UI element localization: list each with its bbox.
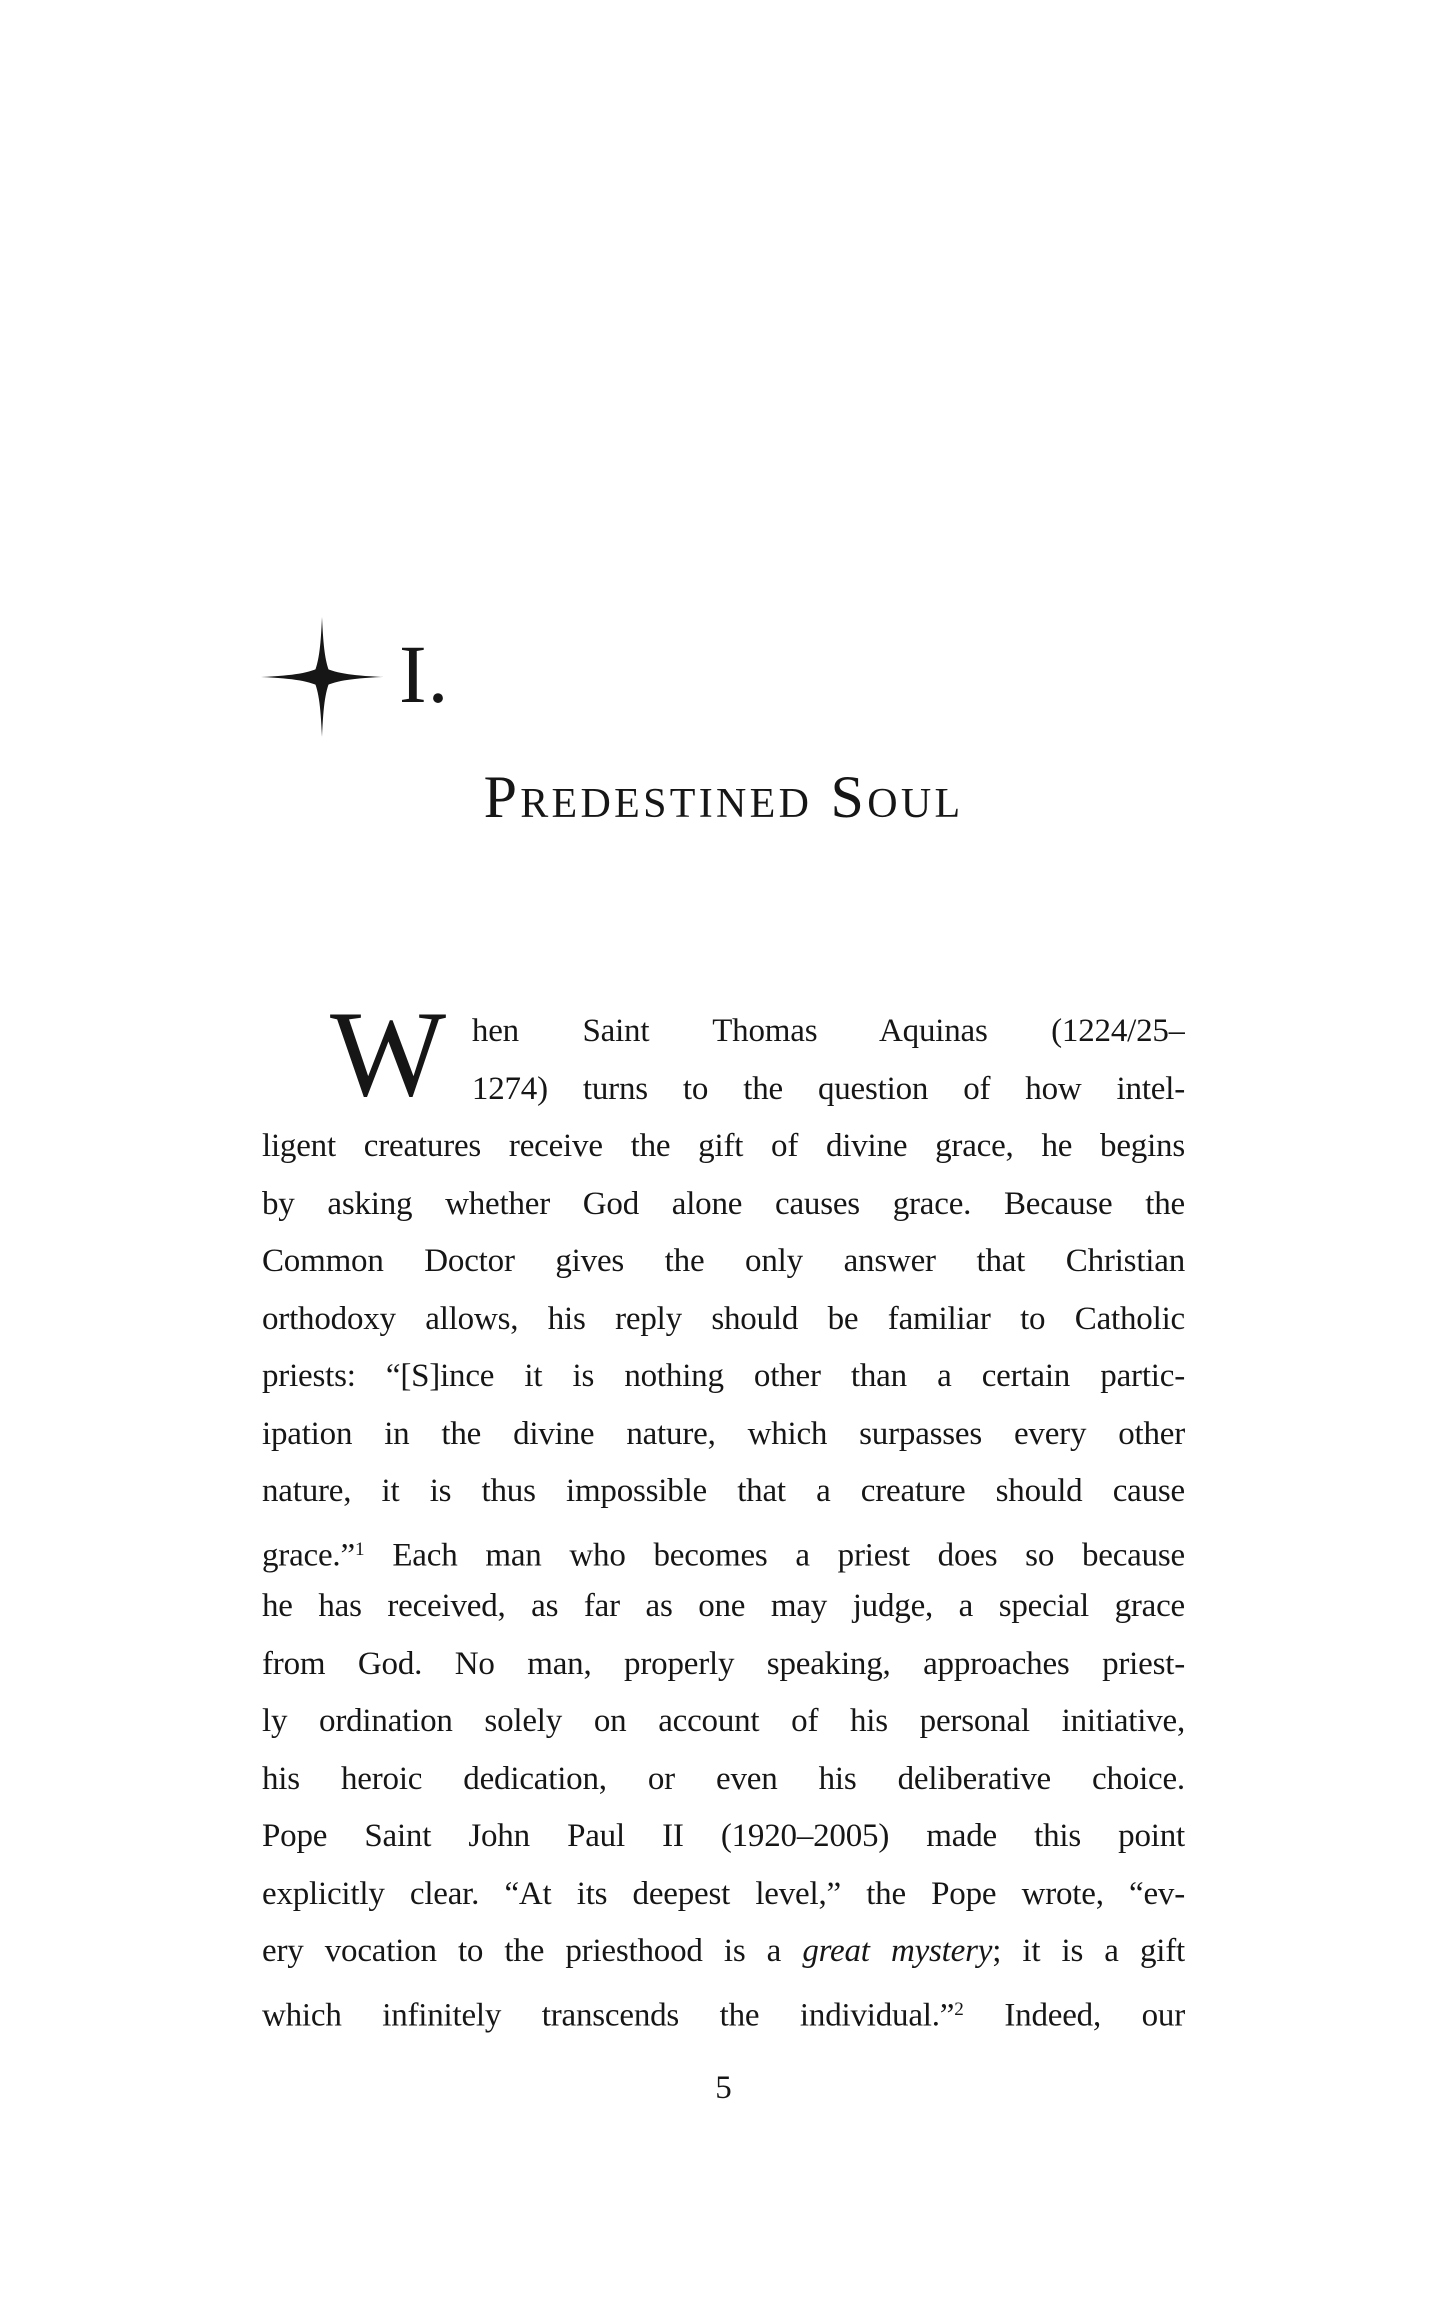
page-number: 5 [715,2070,732,2106]
body-paragraph [262,985,1185,2038]
body-line: Pope Saint John Paul II (1920–2005) made this point [262,1818,1185,1854]
body-line: grace.”$^1$ Each man who becomes a priest does so because [262,1537,1185,1574]
body-line: his heroic dedication, or even his deliberative choice. [262,1760,1185,1797]
body-line: hen Saint Thomas Aquinas (1224/25– [471,1013,1185,1049]
body-line: priests: “[S]ince it is nothing other than a certain partic- [262,1358,1185,1394]
body-line: explicitly clear. “At its deepest level,” the Pope wrote, “ev- [262,1875,1185,1912]
body-line: he has received, as far as one may judge, a special grace [262,1588,1185,1624]
body-line: Common Doctor gives the only answer that Christian [262,1243,1185,1279]
body-line: ly ordination solely on account of his personal initiative, [262,1703,1185,1739]
body-line: ligent creatures receive the gift of divine grace, he begins [262,1128,1185,1164]
body-line: by asking whether God alone causes grace. Because the [262,1185,1185,1222]
body-line: ipation in the divine nature, which surpasses every other [262,1415,1185,1452]
chapter-number: I. [399,628,450,720]
body-text [262,1003,1185,2038]
body-line: orthodoxy allows, his reply should be familiar to Catholic [262,1300,1185,1337]
body-line: 1274) turns to the question of how intel- [471,1070,1185,1107]
body-line: which infinitely transcends the individual.”$^2$ Indeed, our [262,1997,1185,2034]
body-line: from God. No man, properly speaking, approaches priest- [262,1645,1185,1682]
drop-cap: W [330,985,446,1122]
body-line: ery vocation to the priesthood is a great mystery; it is a gift [262,1933,1185,1969]
chapter-title: Predestined Soul [483,764,964,830]
star-cross-icon [261,617,383,737]
body-line: nature, it is thus impossible that a creature should cause [262,1473,1185,1509]
